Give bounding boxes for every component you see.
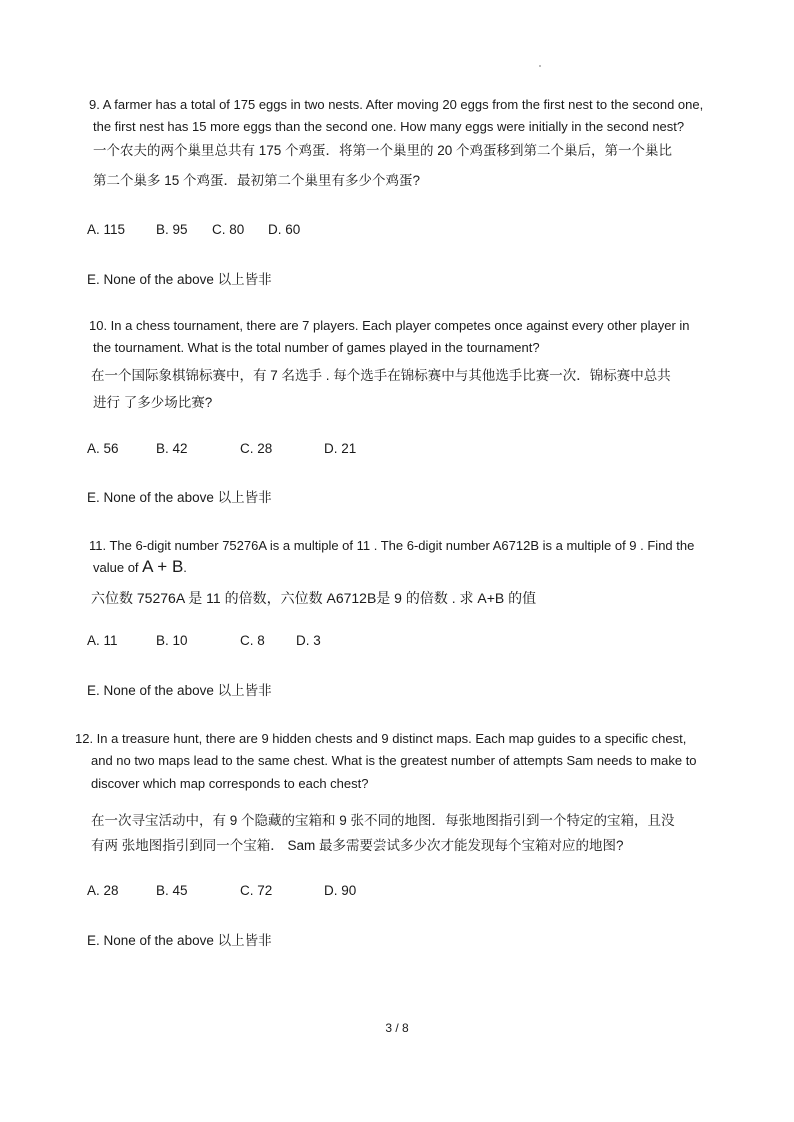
question-text-zh: 进行 了多少场比赛? <box>93 395 213 410</box>
option-d: D. 90 <box>324 883 357 898</box>
expression-a-plus-b: A + B <box>142 557 184 576</box>
option-c: C. 28 <box>240 441 273 456</box>
option-a: A. 28 <box>87 883 119 898</box>
option-a: A. 11 <box>87 633 118 648</box>
option-b: B. 42 <box>156 441 188 456</box>
question-text: the tournament. What is the total number of games played in the tournament? <box>93 340 540 355</box>
question-text-zh: 在一次寻宝活动中，有 9 个隐藏的宝箱和 9 张不同的地图．每张地图指引到一个特定的宝箱，且没 <box>91 813 675 828</box>
question-text: 11. The 6-digit number 75276A is a multiple of 11 . The 6-digit number A6712B is a multiple of 9 . Find the <box>89 538 695 553</box>
page-number: 3 / 8 <box>385 1021 409 1035</box>
option-d: D. 21 <box>324 441 357 456</box>
option-b: B. 45 <box>156 883 188 898</box>
question-text: discover which map corresponds to each chest? <box>91 776 369 791</box>
option-e: E. None of the above 以上皆非 <box>87 683 272 698</box>
option-c: C. 80 <box>212 222 245 237</box>
option-e: E. None of the above 以上皆非 <box>87 933 272 948</box>
value-of-label: value of <box>93 560 139 575</box>
option-c: C. 8 <box>240 633 265 648</box>
option-d: D. 60 <box>268 222 301 237</box>
option-a: A. 56 <box>87 441 119 456</box>
question-text-zh: 六位数 75276A 是 11 的倍数，六位数 A6712B是 9 的倍数 . 求 A+B 的值 <box>91 590 537 606</box>
question-text: 9. A farmer has a total of 175 eggs in two nests. After moving 20 eggs from the first nest to the second one, <box>89 97 704 112</box>
option-e: E. None of the above 以上皆非 <box>87 490 272 505</box>
option-b: B. 10 <box>156 633 188 648</box>
option-e: E. None of the above 以上皆非 <box>87 272 272 287</box>
option-a: A. 115 <box>87 222 126 237</box>
question-text: 10. In a chess tournament, there are 7 players. Each player competes once against every other player in <box>89 318 690 333</box>
scan-dot <box>539 65 541 67</box>
question-text: and no two maps lead to the same chest. What is the greatest number of attempts Sam needs to make to <box>91 753 697 768</box>
question-text-zh: 一个农夫的两个巢里总共有 175 个鸡蛋．将第一个巢里的 20 个鸡蛋移到第二个巢后，第一个巢比 <box>93 143 673 158</box>
option-d: D. 3 <box>296 633 321 648</box>
question-text: 12. In a treasure hunt, there are 9 hidden chests and 9 distinct maps. Each map guides to a specific chest, <box>75 731 687 746</box>
question-text-zh: 第二个巢多 15 个鸡蛋．最初第二个巢里有多少个鸡蛋? <box>93 173 421 188</box>
question-text-zh: 有两 张地图指引到同一个宝箱． Sam 最多需要尝试多少次才能发现每个宝箱对应的地图? <box>91 838 624 853</box>
question-text <box>93 558 187 577</box>
option-b: B. 95 <box>156 222 188 237</box>
question-text-zh: 在一个国际象棋锦标赛中，有 7 名选手 . 每个选手在锦标赛中与其他选手比赛一次．锦标赛中总共 <box>91 368 671 383</box>
period: . <box>183 560 187 575</box>
question-text: the first nest has 15 more eggs than the second one. How many eggs were initially in the second nest? <box>93 119 685 134</box>
option-c: C. 72 <box>240 883 273 898</box>
